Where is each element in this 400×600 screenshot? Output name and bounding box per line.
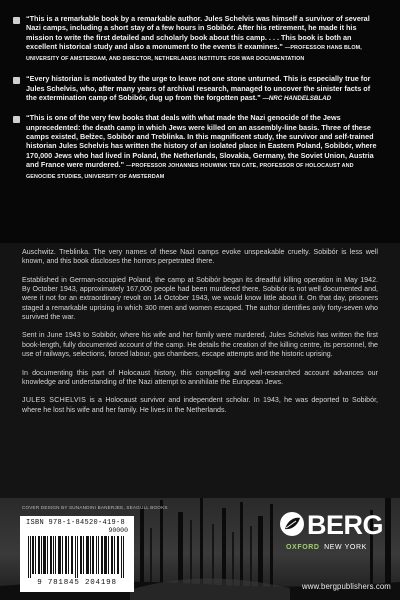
isbn-label: ISBN 978-1-84520-419-8 bbox=[26, 519, 126, 527]
cover-design-credit: COVER DESIGN BY SUNANDINI BANERJEE, SEAGULL BOOKS bbox=[22, 505, 168, 510]
book-description bbox=[0, 243, 400, 498]
berg-leaf-logo-icon bbox=[280, 512, 304, 536]
publisher-wordmark: BERG bbox=[307, 510, 384, 540]
description-paragraph: Sent in June 1943 to Sobibór, where his wife and her family were murdered, Jules Schelvis has written the first book-length, fully documented account of the camp. He details the creation of the killing centre, its personnel, the use of railways, selections, forced labour, gas chambers, escape attempts and the historic uprising. bbox=[22, 331, 378, 358]
publisher-logo bbox=[280, 508, 384, 578]
review-quote bbox=[26, 74, 378, 103]
quote-attribution: —NRC HANDELSBLAD bbox=[262, 95, 332, 103]
quote-text: “This is a remarkable book by a remarkable author. Jules Schelvis was himself a survivor of several Nazi camps, including a short stay of a few hours in Sobibór. After his retirement, he made it his mission to write the first detailed and scholarly book about this camp. . . . This book is both an excellent historical study and also a monument to the events it examines." bbox=[26, 14, 370, 51]
author-bio-text: is a Holocaust survivor and independent scholar. In 1943, he was deported to Sobibór, where he lost his wife and her family. He lives in the Netherlands. bbox=[22, 396, 379, 414]
quote-text: “This is one of the very few books that deals with what made the Nazi genocide of the Jews unprecedented: the death camp in which Jews were killed on an assembly-line basis. Three of these camps existed, Bełżec, Sobibór and Treblinka. In this magnificent study, the survivor and self-trained historian Jules Schelvis has written the history of an isolated place in Eastern Poland, Sobibór, where 170,000 Jews who had lived in Poland, the Netherlands, Slovakia, Germany, the Soviet Union, Austria and France were murdered." bbox=[26, 113, 377, 169]
publisher-cities bbox=[286, 544, 367, 551]
review-quotes-panel bbox=[0, 0, 400, 243]
author-name: JULES SCHELVIS bbox=[22, 396, 87, 405]
quote-bullet-icon bbox=[13, 116, 20, 123]
quote-bullet-icon bbox=[13, 77, 20, 84]
author-bio bbox=[22, 396, 378, 414]
quote-text: “Every historian is motivated by the urge to leave not one stone unturned. This is especially true for Jules Schelvis, who, after many years of archival research, managed to uncover the sinister facts of the extermination camp of Sobibór, dug up from the forgotten past." bbox=[26, 74, 371, 103]
quote-bullet-icon bbox=[13, 17, 20, 24]
isbn-barcode bbox=[20, 516, 134, 592]
quote-attribution: —PROFESSOR HANS BLOM, UNIVERSITY OF AMSTERDAM, AND DIRECTOR, NETHERLANDS INSTITUTE FOR WAR DOCUMENTATION bbox=[26, 44, 362, 63]
description-paragraph: Established in German-occupied Poland, the camp at Sobibór began its dreadful killing operation in May 1942. By October 1943, approximately 167,000 people had been murdered there. Sobibór is not well documented and, were it not for an extraordinary revolt on 14 October 1943, we would know little about it. On that day, prisoners staged a remarkable uprising in which 300 men and women escaped. The author identifies only forty-seven who survived the war. bbox=[22, 275, 378, 321]
description-paragraph: In documenting this part of Holocaust history, this compelling and well-researched account advances our knowledge and understanding of the Nazi attempt to annihilate the European Jews. bbox=[22, 368, 378, 386]
ean-number: 9 781845 204198 bbox=[37, 579, 117, 587]
review-quote bbox=[26, 14, 378, 64]
review-quote bbox=[26, 113, 378, 182]
description-paragraph: Auschwitz. Treblinka. The very names of these Nazi camps evoke unspeakable cruelty. Sobibór is less well known, and this book discloses the horrors perpetrated there. bbox=[22, 248, 378, 266]
publisher-city-newyork: NEW YORK bbox=[324, 544, 367, 551]
publisher-website-link[interactable]: www.bergpublishers.com bbox=[302, 582, 391, 591]
publisher-city-oxford: OXFORD bbox=[286, 544, 320, 551]
price-code: 90000 bbox=[108, 527, 128, 534]
quote-attribution: —PROFESSOR JOHANNES HOUWINK TEN CATE, PROFESSOR OF HOLOCAUST AND GENOCIDE STUDIES, UNIVERSITY OF AMSTERDAM bbox=[26, 162, 354, 181]
barcode-bars bbox=[26, 536, 128, 578]
